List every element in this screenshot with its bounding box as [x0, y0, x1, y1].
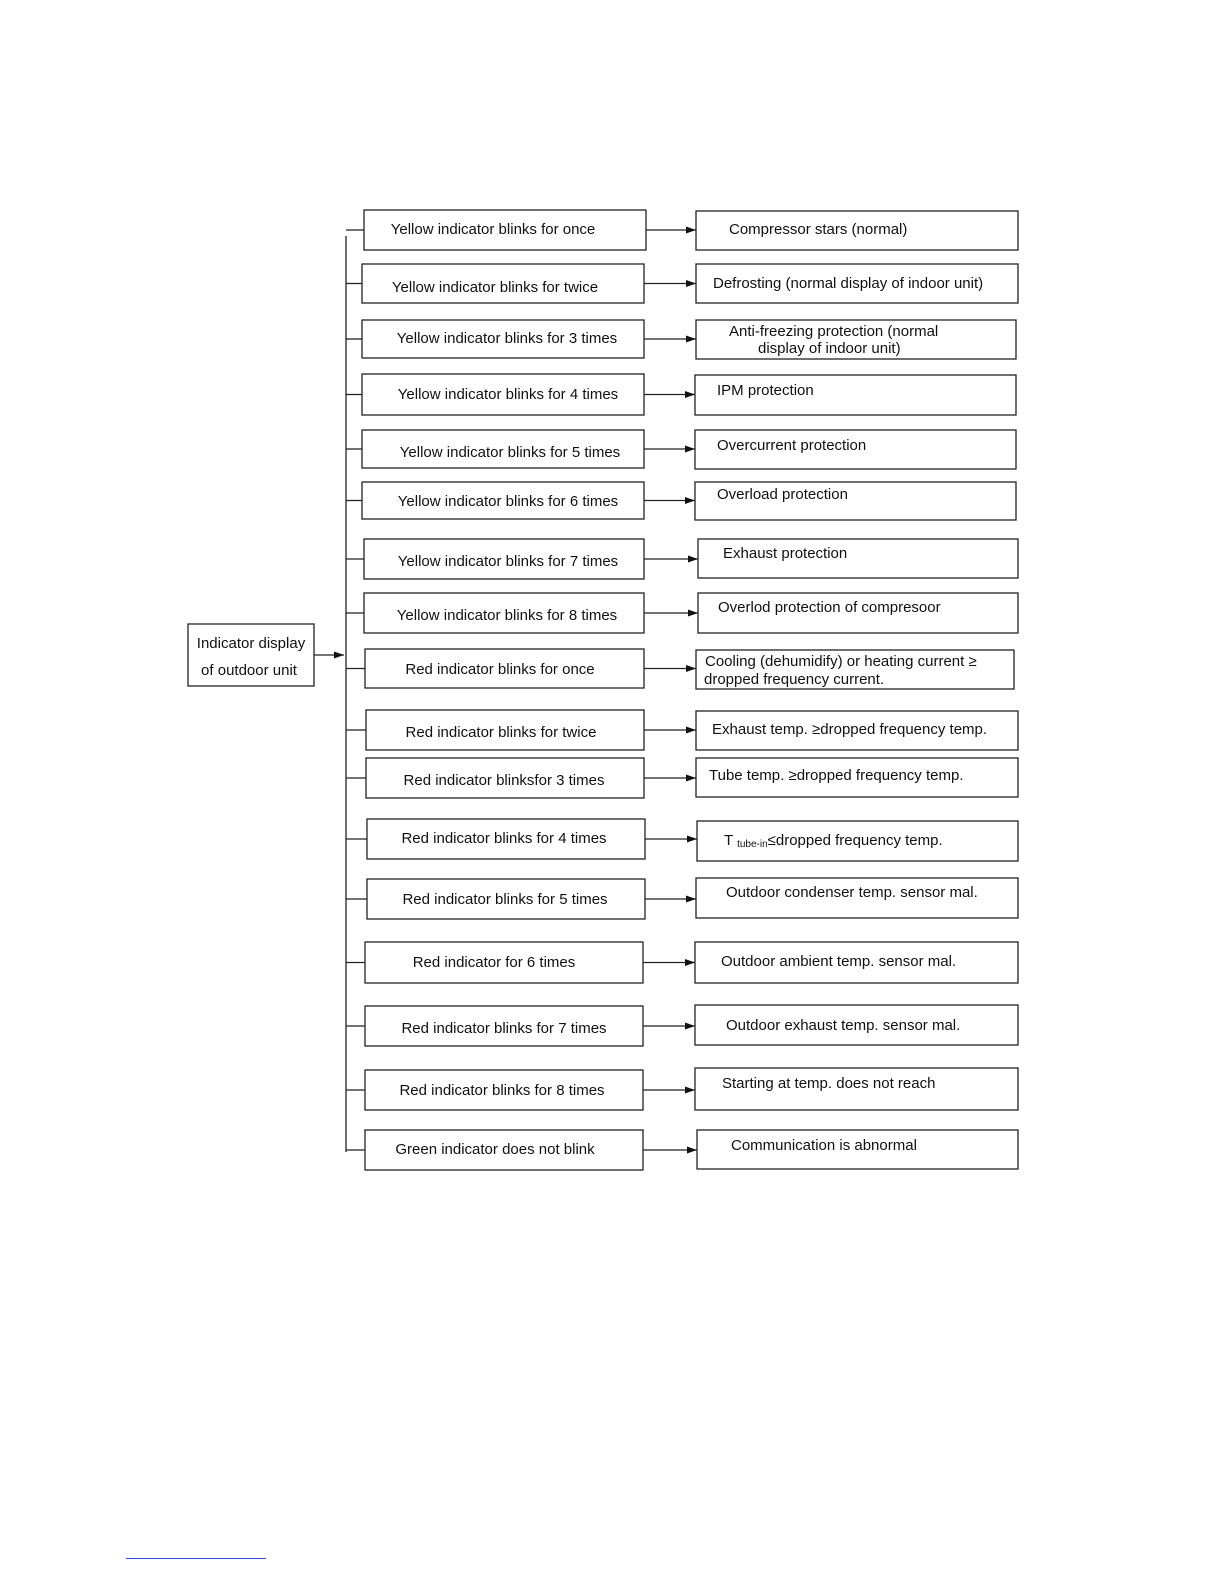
meaning-label: Overlod protection of compresoor [718, 599, 941, 616]
meaning-label-symbol: T [724, 832, 738, 849]
meaning-label: Starting at temp. does not reach [722, 1075, 936, 1092]
meaning-label-line-2: dropped frequency current. [704, 671, 885, 688]
meaning-label-line-1: Anti-freezing protection (normal [729, 323, 939, 340]
rows-layer [346, 210, 1018, 1170]
indicator-label: Yellow indicator blinks for 5 times [399, 444, 621, 461]
flow-row [346, 430, 1016, 469]
flow-row [346, 649, 1014, 689]
indicator-label: Red indicator blinks for 5 times [402, 891, 608, 908]
flow-row [346, 942, 1018, 983]
meaning-label-line-1: Cooling (dehumidify) or heating current ≥ [705, 653, 977, 670]
source-label-line-2: of outdoor unit [201, 662, 297, 679]
indicator-label: Red indicator blinks for 7 times [401, 1020, 607, 1037]
flow-row [346, 878, 1018, 919]
meaning-label: Communication is abnormal [731, 1137, 917, 1154]
meaning-label: Exhaust protection [723, 545, 848, 562]
flow-row [346, 210, 1018, 250]
meaning-label-rest: ≤dropped frequency temp. [767, 832, 943, 849]
meaning-label: Outdoor ambient temp. sensor mal. [721, 953, 957, 970]
indicator-label: Yellow indicator blinks for 7 times [397, 553, 619, 570]
indicator-label: Red indicator blinks for twice [405, 724, 597, 741]
flow-row [346, 819, 1018, 861]
flow-row [346, 710, 1018, 750]
meaning-label: Exhaust temp. ≥dropped frequency temp. [712, 721, 988, 738]
indicator-label: Yellow indicator blinks for 4 times [397, 386, 619, 403]
flow-row [346, 482, 1016, 520]
meaning-label: Outdoor exhaust temp. sensor mal. [726, 1017, 961, 1034]
meaning-label: Tube temp. ≥dropped frequency temp. [709, 767, 964, 784]
indicator-label: Red indicator blinks for 4 times [401, 830, 607, 847]
meaning-label: Compressor stars (normal) [729, 221, 908, 238]
flow-row [346, 1068, 1018, 1110]
footer-rule [126, 1558, 266, 1559]
indicator-label: Red indicator blinksfor 3 times [403, 772, 605, 789]
meaning-label: Outdoor condenser temp. sensor mal. [726, 884, 978, 901]
flow-row [346, 1005, 1018, 1046]
flow-row [346, 374, 1016, 415]
meaning-label-line-2: display of indoor unit) [758, 340, 901, 357]
indicator-label: Red indicator for 6 times [412, 954, 576, 971]
source-label-line-1: Indicator display [196, 635, 306, 652]
indicator-label: Yellow indicator blinks for 8 times [396, 607, 618, 624]
flow-row [346, 539, 1018, 579]
flow-row [346, 320, 1016, 359]
indicator-label: Yellow indicator blinks for 3 times [396, 330, 618, 347]
meaning-label: Defrosting (normal display of indoor unit) [713, 275, 984, 292]
flow-row [346, 264, 1018, 303]
indicator-label: Green indicator does not blink [395, 1141, 595, 1158]
meaning-label: Overcurrent protection [717, 437, 867, 454]
indicator-label: Red indicator blinks for 8 times [399, 1082, 605, 1099]
meaning-label: Overload protection [717, 486, 848, 503]
source-node [188, 624, 314, 686]
meaning-label: IPM protection [717, 382, 814, 399]
indicator-label: Red indicator blinks for once [405, 661, 595, 678]
flow-row [346, 1130, 1018, 1170]
indicator-label: Yellow indicator blinks for 6 times [397, 493, 619, 510]
meaning-label-subscript: tube-in [737, 839, 768, 850]
flow-row [346, 758, 1018, 798]
flow-row [346, 593, 1018, 633]
indicator-label: Yellow indicator blinks for twice [391, 279, 599, 296]
indicator-label: Yellow indicator blinks for once [390, 221, 596, 238]
